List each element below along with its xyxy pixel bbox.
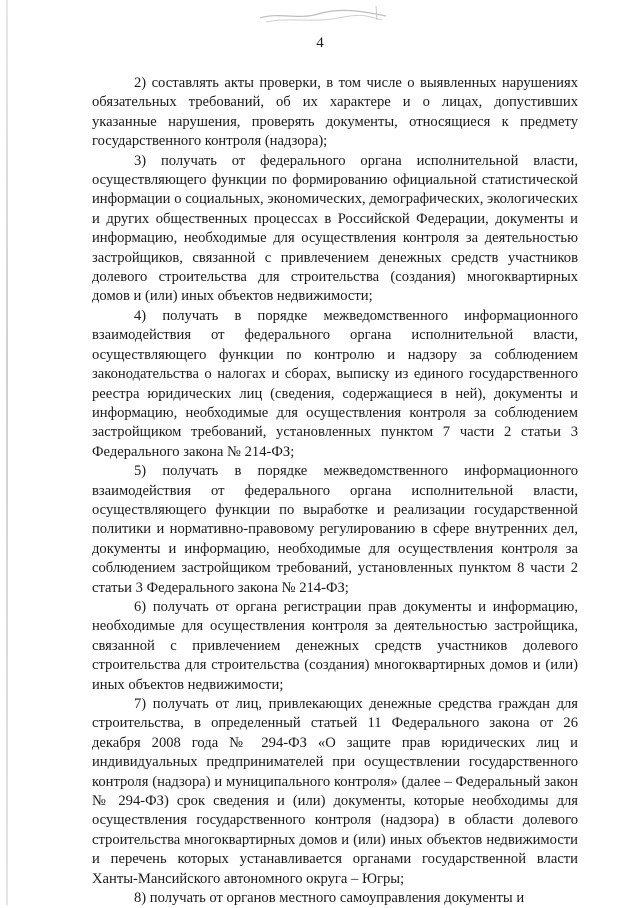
paragraph-item-6: 6) получать от органа регистрации прав документы и информацию, необходимые для осуществления контроля за деятельностью застройщика, связанной с привлечением денежных средств участников долевого строительства для строительства (создания) многоквартирных домов и (или) иных объектов недвижимости; — [92, 598, 578, 693]
scan-edge-shadow — [6, 0, 8, 905]
scan-artifact-icon — [258, 4, 388, 24]
paragraph-item-5: 5) получать в порядке межведомственного информационного взаимодействия от федерального органа исполнительной власти, осуществляющего функции по выработке и реализации государственной политики и нормативно-правовому регулированию в сфере внутренних дел, документы и информацию, необходимые для осуществления контроля за соблюдением застройщиком требований, установленных пунктом 8 части 2 статьи 3 Федерального закона № 214-ФЗ; — [92, 463, 578, 596]
paragraph-item-8: 8) получать от органов местного самоуправления документы и — [134, 890, 525, 907]
paragraph-item-7: 7) получать от лиц, привлекающих денежные средства граждан для строительства, в определенный статьей 11 Федерального закона от 26 декабря 2008 года № 294-ФЗ «О защите прав юридических лиц и индивидуальных предпринимателей при осуществлении государственного контроля (надзора) и муниципального контроля» (далее – Федеральный закон № 294-ФЗ) срок сведения и (или) документы, которые необходимы для осуществления государственного контроля (надзора) в области долевого строительства многоквартирных домов и (или) иных объектов недвижимости и перечень которых устанавливается органами государственной власти Ханты-Мансийского автономного округа – Югры; — [92, 696, 578, 887]
paragraph-item-2: 2) составлять акты проверки, в том числе о выявленных нарушениях обязательных требований, об их характере и о лицах, допустивших указанные нарушения, проверять документы, относящиеся к предмету государственного контроля (надзора); — [92, 75, 578, 150]
page-number: 4 — [316, 35, 324, 51]
document-body — [92, 74, 578, 908]
paragraph-item-3: 3) получать от федерального органа исполнительной власти, осуществляющего функции по формированию официальной статистической информации о социальных, экономических, демографических, экологических и других общественных процессах в Российской Федерации, документы и информацию, необходимые для осуществления контроля за деятельностью застройщиков, связанной с привлечением денежных средств участников долевого строительства для строительства (создания) многоквартирных домов и (или) иных объектов недвижимости; — [92, 152, 578, 305]
paragraph-item-4: 4) получать в порядке межведомственного информационного взаимодействия от федерального органа исполнительной власти, осуществляющего функции по контролю и надзору за соблюдением законодательства о налогах и сборах, выписку из единого государственного реестра юридических лиц (сведения, содержащиеся в ней), документы и информацию, необходимые для осуществления контроля за соблюдением застройщиком требований, установленных пунктом 7 части 2 статьи 3 Федерального закона № 214-ФЗ; — [92, 307, 578, 460]
